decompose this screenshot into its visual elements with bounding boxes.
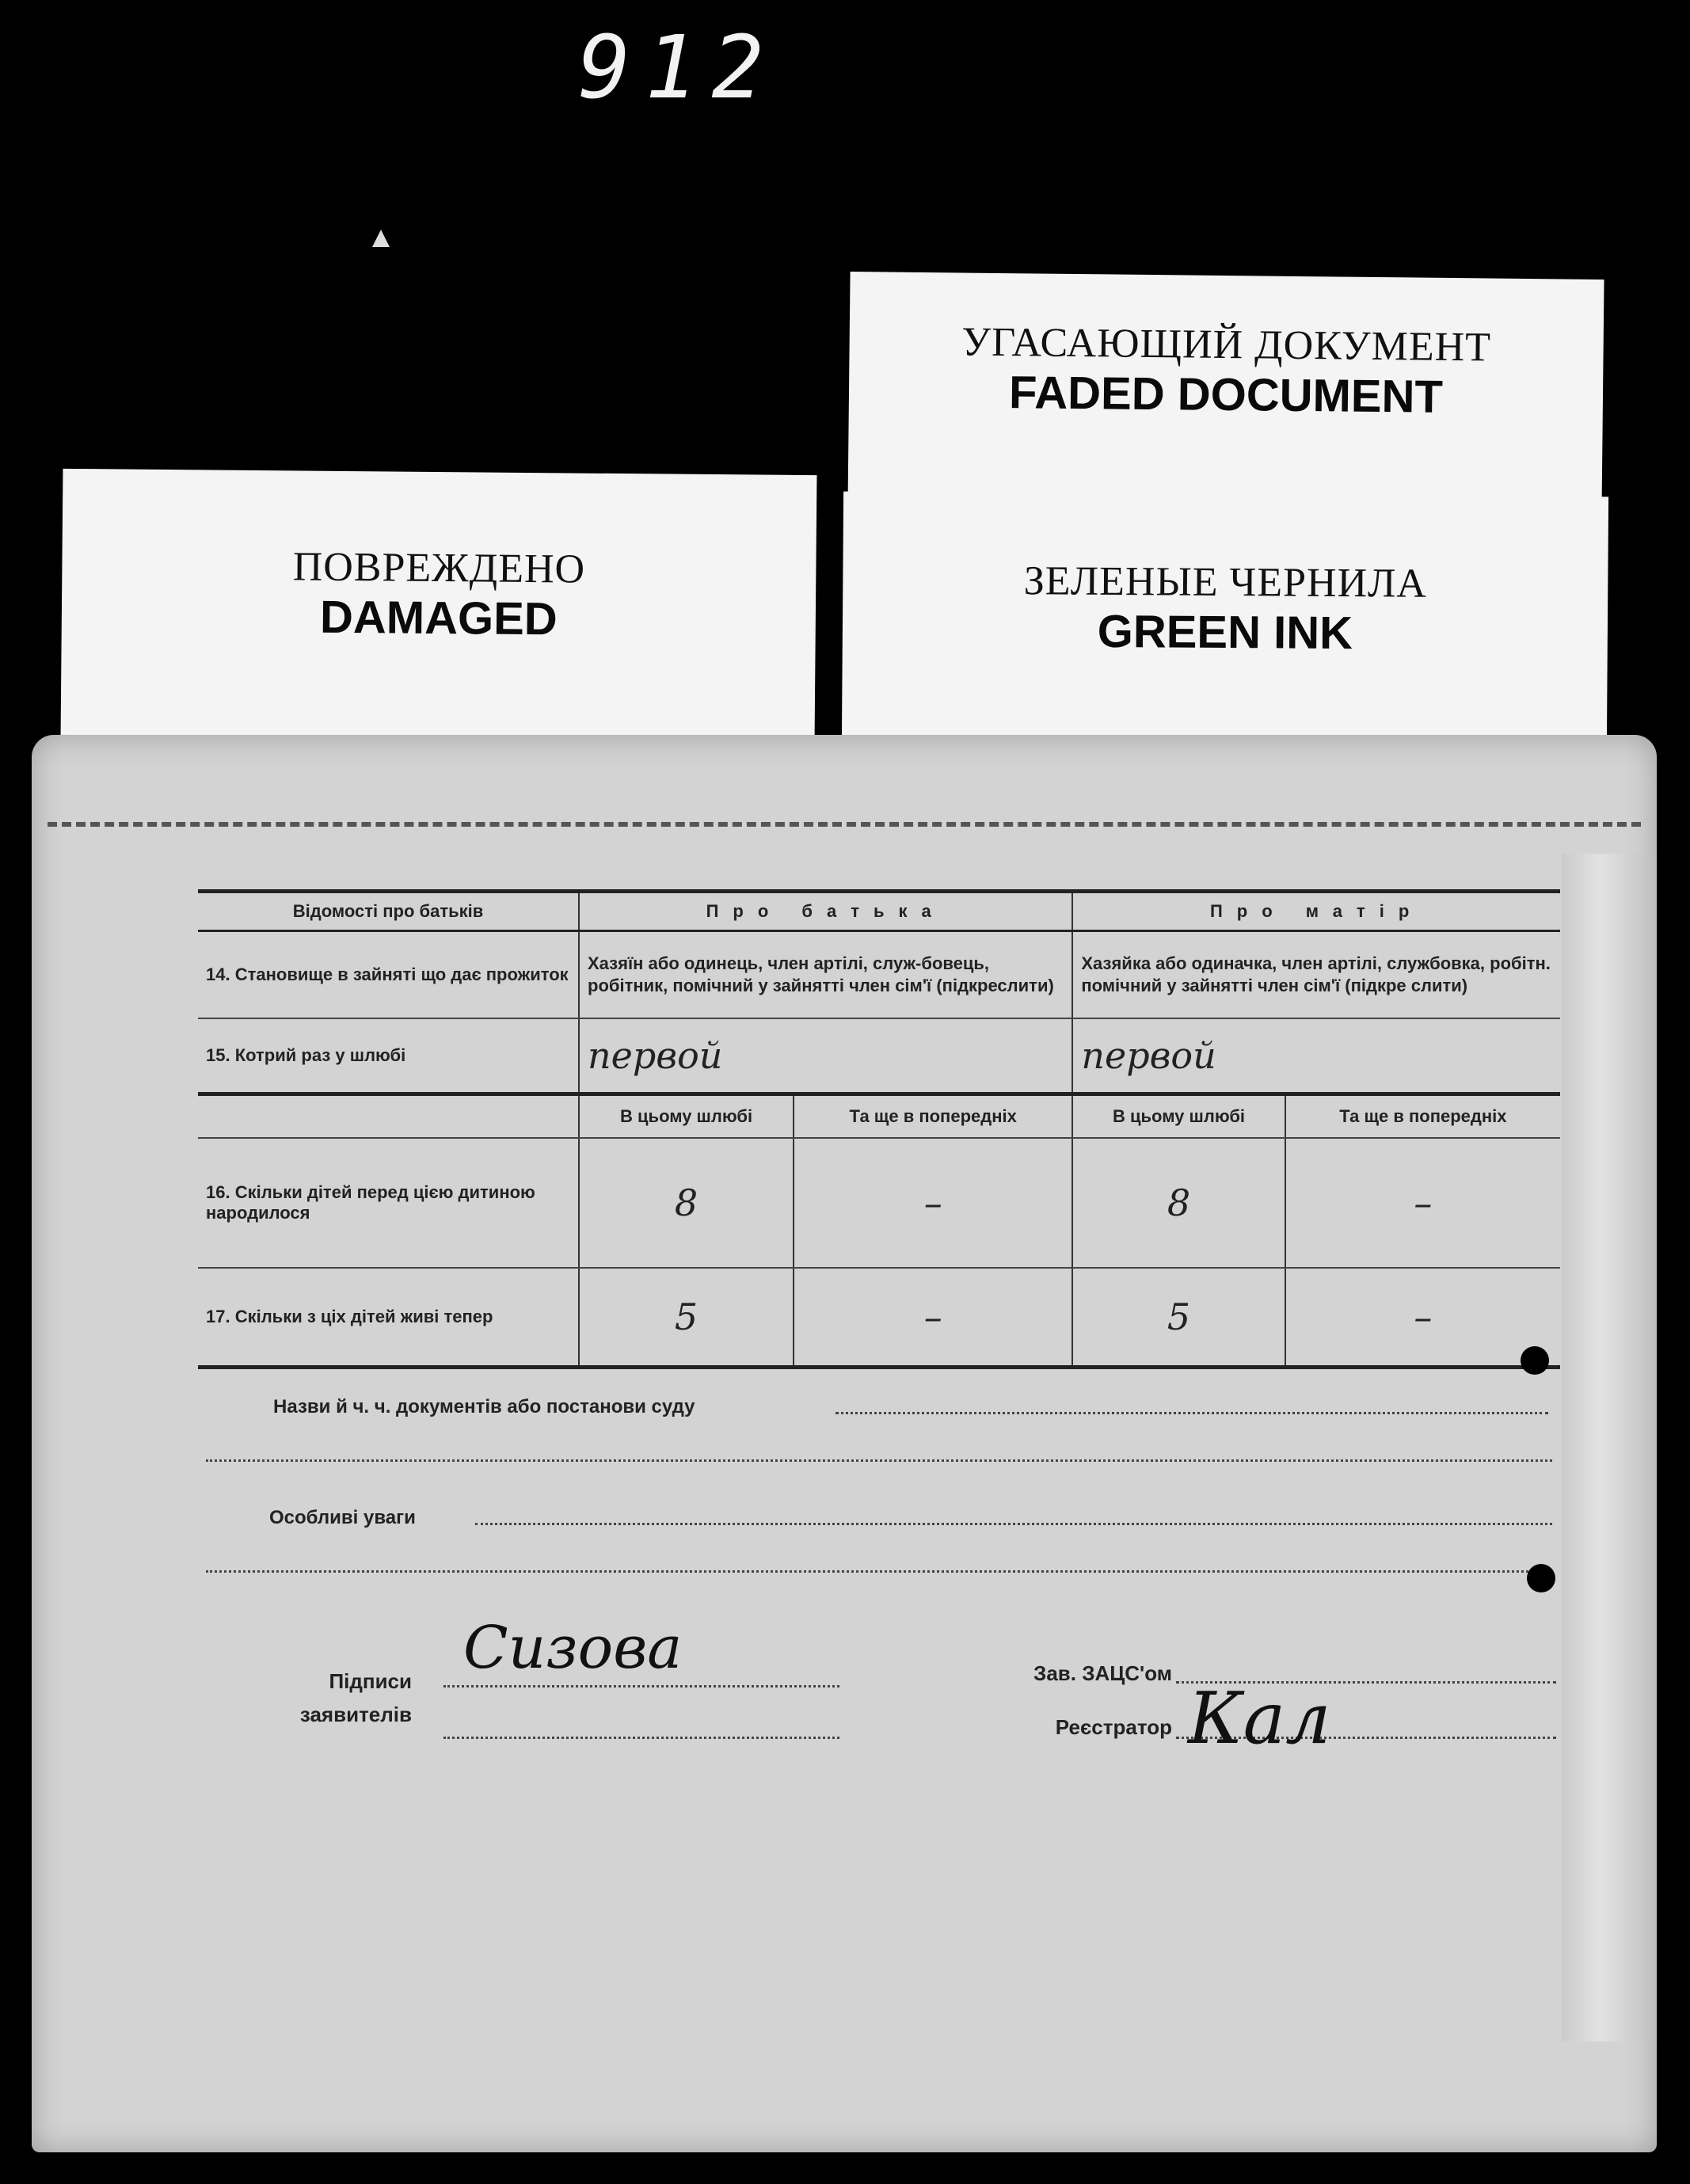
mother-previous: Та ще в попередніх: [1285, 1094, 1560, 1139]
head-label: Зав. ЗАЦС'ом: [1033, 1661, 1172, 1685]
mother-this-marriage: В цьому шлюбі: [1072, 1094, 1285, 1139]
applicant-sign-line-2: [443, 1737, 839, 1739]
applicant-signature: Сизова: [463, 1614, 683, 1682]
registrar-label: Реєстратор: [1055, 1715, 1172, 1739]
perforation-line: [48, 822, 1641, 827]
sub-header-empty: [198, 1094, 579, 1139]
father-previous: Та ще в попередніх: [794, 1094, 1072, 1139]
notes-line-2: [206, 1570, 1552, 1573]
film-speck: [372, 230, 390, 247]
q14-father: Хазяїн або одинець, член артілі, служ-бовець, робітник, помічний у зайнятті член сім'ї (підкреслити): [579, 931, 1072, 1019]
documents-label: Назви й ч. ч. документів або постанови суду: [273, 1396, 695, 1417]
q15-father: первой: [579, 1018, 1072, 1094]
q16-father-this: 8: [579, 1138, 794, 1268]
father-this-marriage: В цьому шлюбі: [579, 1094, 794, 1139]
q17-father-prev: –: [794, 1268, 1072, 1368]
q17-mother-prev: –: [1285, 1268, 1560, 1368]
q16-mother-prev: –: [1285, 1138, 1560, 1268]
registrar-signature: Кал: [1188, 1677, 1331, 1760]
damaged-card-ru: ПОВРЕЖДЕНО: [292, 544, 586, 592]
q16-mother-this: 8: [1072, 1138, 1285, 1268]
green-card-ru: ЗЕЛЕНЫЕ ЧЕРНИЛА: [1023, 558, 1428, 607]
q16-label: 16. Скільки дітей перед цією дитиною народилося: [198, 1138, 579, 1268]
documents-line-2: [206, 1459, 1552, 1462]
signatures-label: Підписи: [329, 1669, 412, 1693]
q14-mother: Хазяйка або одиначка, член артілі, службовка, робітн. помічний у зайнятті член сім'ї (підкре слити): [1072, 931, 1560, 1019]
header-info: Відомості про батьків: [198, 892, 579, 931]
q15-label: 15. Котрий раз у шлюбі: [198, 1018, 579, 1094]
header-father: Про батька: [579, 892, 1072, 931]
applicant-sign-line-1: [443, 1685, 839, 1687]
green-ink-card: [842, 492, 1608, 751]
q14-label: 14. Становище в зайняті що дає прожиток: [198, 931, 579, 1019]
notes-label: Особливі уваги: [269, 1507, 416, 1528]
header-mother: Про матір: [1072, 892, 1560, 931]
frame-number: 912: [578, 17, 778, 118]
applicants-label: заявителів: [299, 1703, 412, 1726]
notes-line-1: [475, 1523, 1552, 1525]
q17-label: 17. Скільки з ціх дітей живі тепер: [198, 1268, 579, 1368]
faded-card-ru: УГАСАЮЩИЙ ДОКУМЕНТ: [961, 319, 1492, 371]
punch-hole-top: [1521, 1346, 1549, 1375]
q15-mother: первой: [1072, 1018, 1560, 1094]
q17-father-this: 5: [579, 1268, 794, 1368]
record-form: [32, 735, 1657, 2152]
damaged-card: [61, 469, 817, 744]
parents-table: [198, 889, 1560, 1369]
q16-father-prev: –: [794, 1138, 1072, 1268]
q17-mother-this: 5: [1072, 1268, 1285, 1368]
faded-card-en: FADED DOCUMENT: [1008, 367, 1444, 423]
torn-edge: [1562, 854, 1657, 2041]
damaged-card-en: DAMAGED: [319, 591, 558, 645]
green-card-en: GREEN INK: [1097, 605, 1353, 660]
faded-document-card: [847, 272, 1604, 517]
punch-hole-bottom: [1527, 1564, 1555, 1592]
documents-line-1: [835, 1412, 1548, 1414]
